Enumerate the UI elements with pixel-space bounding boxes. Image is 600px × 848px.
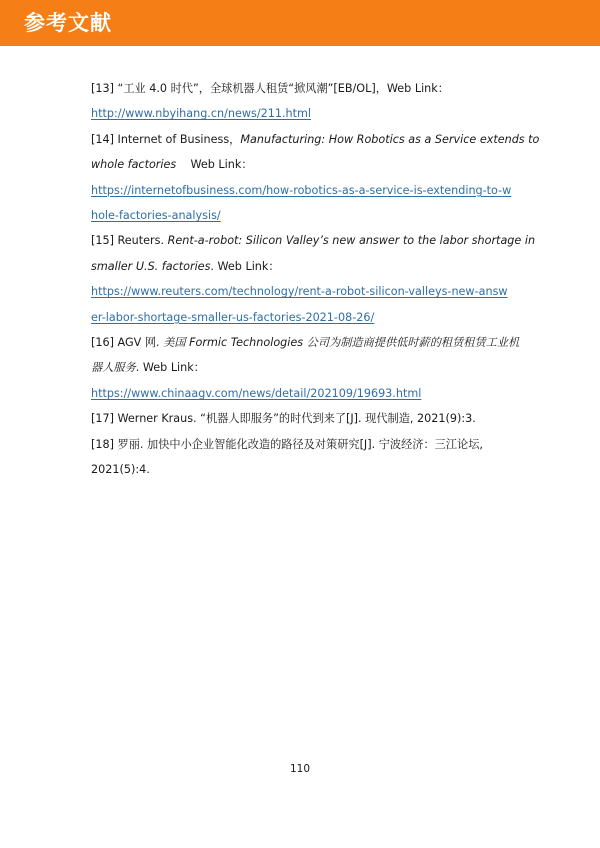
reference-15-line-1 <box>91 228 536 253</box>
reference-16-link[interactable]: https://www.chinaagv.com/news/detail/202109/19693.html <box>91 386 422 400</box>
reference-16-title-1: 美国 Formic Technologies 公司为制造商提供低时薪的租赁租赁工业机 <box>163 336 520 350</box>
reference-14-title-2: whole factories <box>91 158 177 172</box>
reference-14-suffix: Web Link： <box>190 158 253 172</box>
reference-15-suffix: . Web Link： <box>210 259 280 273</box>
reference-16-suffix: . Web Link： <box>135 361 205 375</box>
reference-14-link-1[interactable]: https://internetofbusiness.com/how-robotics-as-a-service-is-extending-to-w <box>91 183 512 197</box>
reference-14-title-1: Manufacturing: How Robotics as a Service extends to <box>240 132 540 146</box>
reference-15-title-2: smaller U.S. factories <box>91 259 211 273</box>
reference-16-line-2 <box>91 355 523 380</box>
reference-18-line-2: 2021(5):4. <box>91 463 150 477</box>
reference-13-link[interactable]: http://www.nbyihang.cn/news/211.html <box>91 107 311 121</box>
reference-16-line-1 <box>91 330 523 355</box>
reference-16-title-2: 器人服务 <box>91 361 136 375</box>
reference-15-link-2[interactable]: er-labor-shortage-smaller-us-factories-2021-08-26/ <box>91 310 375 324</box>
reference-17-text: [17] Werner Kraus. “机器人即服务”的时代到来了[J]. 现代制造, 2021(9):3. <box>91 412 476 426</box>
reference-14-prefix: [14] Internet of Business， <box>91 132 241 146</box>
reference-15-line-2 <box>91 254 523 279</box>
reference-15-link-1[interactable]: https://www.reuters.com/technology/rent-a-robot-silicon-valleys-new-answ <box>91 285 508 299</box>
reference-15-title-1: Rent-a-robot: Silicon Valley’s new answer to the labor shortage in <box>167 234 536 248</box>
reference-18-line-1: [18] 罗丽. 加快中小企业智能化改造的路径及对策研究[J]. 宁波经济：三江论坛, <box>91 437 483 451</box>
reference-15-prefix: [15] Reuters. <box>91 234 165 248</box>
reference-14-link-2[interactable]: hole-factories-analysis/ <box>91 209 221 223</box>
reference-14-line-2 <box>91 152 523 177</box>
header-bar <box>0 0 600 46</box>
reference-16-prefix: [16] AGV 网. <box>91 336 160 350</box>
reference-14-line-1 <box>91 127 540 152</box>
reference-list <box>91 76 540 483</box>
reference-13-text: [13] “工业 4.0 时代”，全球机器人租赁“掀风潮”[EB/OL]，Web Link： <box>91 82 449 95</box>
page-number: 110 <box>289 763 311 775</box>
page-title: 参考文献 <box>24 11 112 35</box>
